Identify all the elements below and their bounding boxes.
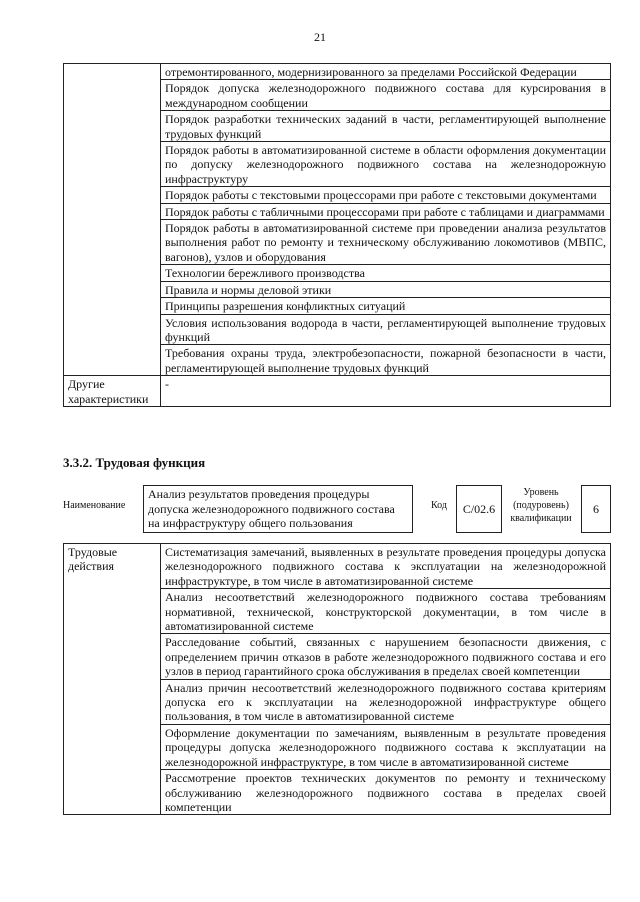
other-characteristics-label: Другие характеристики <box>64 376 161 407</box>
knowledge-table <box>63 63 611 407</box>
other-characteristics-value: - <box>161 376 611 407</box>
table-cell: Анализ несоответствий железнодорожного подвижного состава требованиям нормативной, технической, конструкторской документации, в том числе в автоматизированной системе <box>161 589 611 634</box>
level-label: Уровень (подуровень) квалификации <box>510 487 572 524</box>
table-cell: Систематизация замечаний, выявленных в результате проведения процедуры допуска железнодорожного подвижного состава к эксплуатации на железнодорожной инфраструктуре, в том числе в автоматизированной системе <box>161 544 611 589</box>
function-code: C/02.6 <box>456 485 502 533</box>
table-cell: Порядок работы с текстовыми процессорами при работе с текстовыми документами <box>161 187 611 203</box>
table-cell: Расследование событий, связанных с нарушением безопасности движения, с определением причин отказов в работе железнодорожного подвижного состава и его узлов в период гарантийного срока обслуживания в пределах своей компетенции <box>161 634 611 679</box>
table-row <box>64 376 611 407</box>
function-name: Анализ результатов проведения процедуры допуска железнодорожного подвижного состава на инфраструктуру общего пользования <box>143 485 413 533</box>
table-cell: Порядок разработки технических заданий в части, регламентирующей выполнение трудовых функций <box>161 111 611 142</box>
table-cell: Технологии бережливого производства <box>161 265 611 281</box>
name-label: Наименование <box>63 500 126 511</box>
table-cell: Порядок допуска железнодорожного подвижного состава для курсирования в международном сообщении <box>161 80 611 111</box>
table-cell: Порядок работы в автоматизированной системе в области оформления документации по допуску железнодорожного подвижного состава на железнодорожную инфраструктуру <box>161 142 611 187</box>
row-label-cell <box>64 64 161 376</box>
table-cell: Порядок работы в автоматизированной системе при проведении анализа результатов выполнения работ по ремонту и техническому обслуживанию локомотивов (МВПС, вагонов), узлов и оборудования <box>161 220 611 265</box>
table-cell: Оформление документации по замечаниям, выявленным в результате проведения процедуры допуска железнодорожного подвижного состава к эксплуатации на железнодорожной инфраструктуре, в том числе в автоматизированной системе <box>161 724 611 769</box>
qualification-level: 6 <box>581 485 611 533</box>
table-cell: Требования охраны труда, электробезопасности, пожарной безопасности в части, регламентирующей выполнение трудовых функций <box>161 345 611 376</box>
table-cell: Порядок работы с табличными процессорами при работе с таблицами и диаграммами <box>161 203 611 219</box>
labor-actions-label: Трудовые действия <box>64 544 161 815</box>
table-row <box>64 544 611 589</box>
table-row <box>64 64 611 80</box>
table-cell: Анализ причин несоответствий железнодорожного подвижного состава критериям допуска его к эксплуатации на железнодорожной инфраструктуре общего пользования, в том числе в автоматизированной системе <box>161 679 611 724</box>
table-cell: отремонтированного, модернизированного за пределами Российской Федерации <box>161 64 611 80</box>
table-cell: Рассмотрение проектов технических документов по ремонту и техническому обслуживанию железнодорожного подвижного состава в пределах своей компетенции <box>161 770 611 815</box>
section-heading: 3.3.2. Трудовая функция <box>63 455 206 470</box>
table-cell: Условия использования водорода в части, регламентирующей выполнение трудовых функций <box>161 314 611 345</box>
table-cell: Принципы разрешения конфликтных ситуаций <box>161 298 611 314</box>
code-label: Код <box>431 500 447 511</box>
labor-actions-table <box>63 543 611 815</box>
page-number: 21 <box>314 30 326 44</box>
table-cell: Правила и нормы деловой этики <box>161 281 611 297</box>
